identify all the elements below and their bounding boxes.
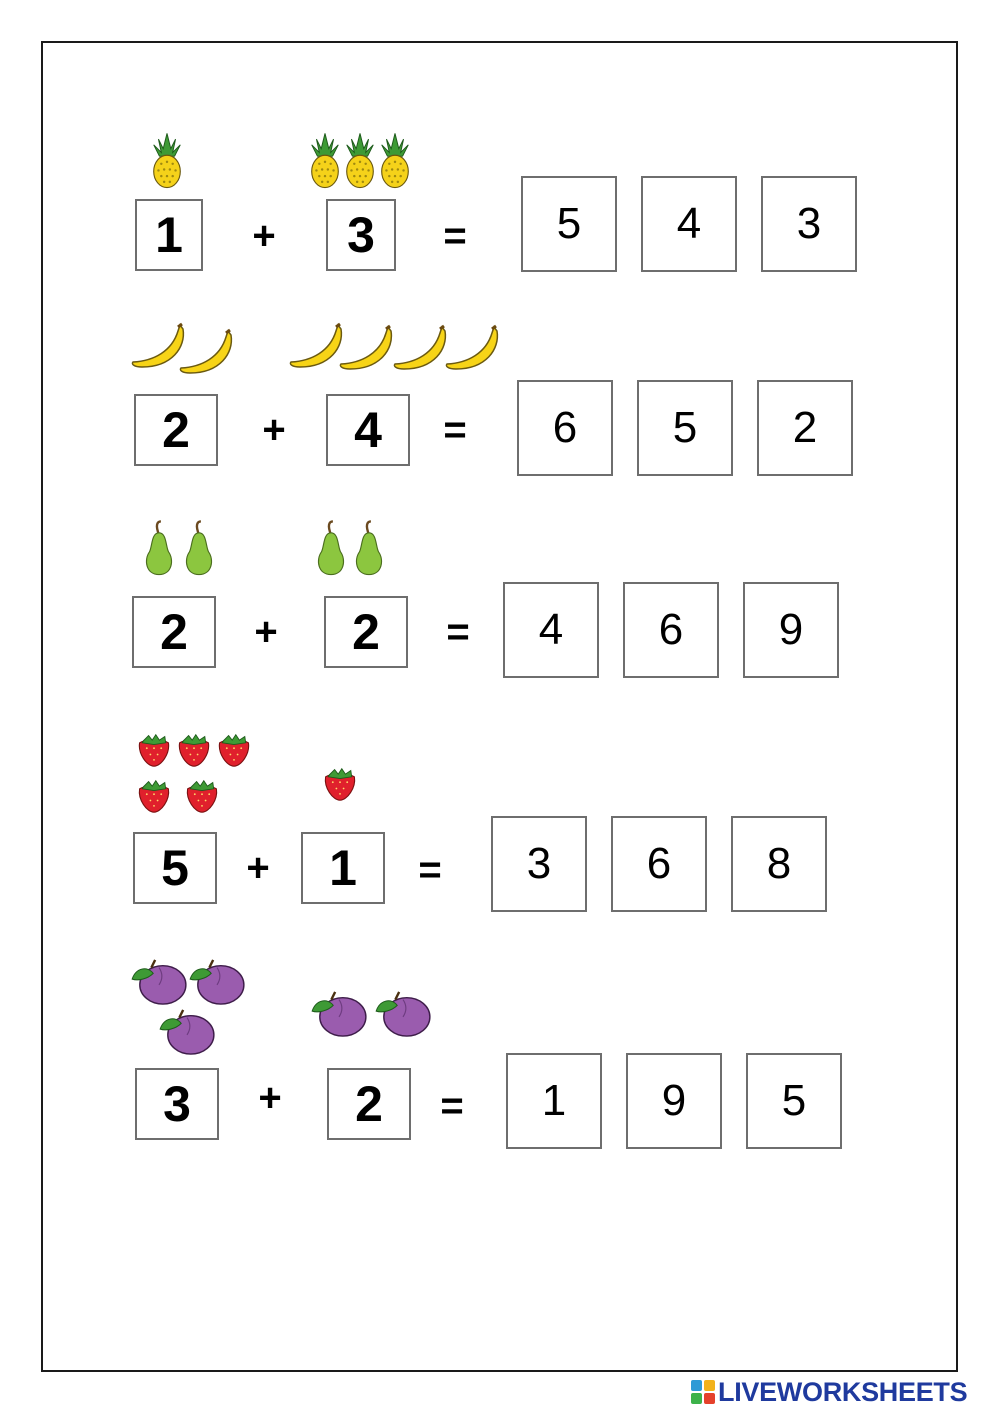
pear-icon [350,518,388,578]
addend-b-box: 2 [327,1068,411,1140]
answer-choice[interactable]: 9 [626,1053,722,1149]
strawberry-icon [176,730,212,770]
brand-name: LIVEWORKSHEETS [718,1376,968,1407]
answer-choice[interactable]: 2 [757,380,853,476]
addend-a-box: 2 [132,596,216,668]
answer-choice[interactable]: 5 [637,380,733,476]
addend-b-box: 4 [326,394,410,466]
pear-icon [140,518,178,578]
addend-b-box: 1 [301,832,385,904]
plus-sign: + [246,846,270,890]
plum-icon [130,958,188,1006]
plus-sign: + [254,610,278,654]
banana-icon [390,320,450,376]
strawberry-icon [184,776,220,816]
plus-sign: + [258,1076,282,1120]
liveworksheets-logo-icon [690,1379,716,1405]
answer-choice[interactable]: 6 [517,380,613,476]
answer-choice[interactable]: 3 [491,816,587,912]
banana-icon [336,320,396,376]
pear-icon [180,518,218,578]
equals-sign: = [446,610,470,654]
answer-choice[interactable]: 4 [503,582,599,678]
addend-a-box: 2 [134,394,218,466]
plum-icon [188,958,246,1006]
answer-choice[interactable]: 4 [641,176,737,272]
answer-choice[interactable]: 5 [746,1053,842,1149]
answer-choice[interactable]: 3 [761,176,857,272]
strawberry-icon [136,776,172,816]
answer-choice[interactable]: 5 [521,176,617,272]
addend-a-box: 5 [133,832,217,904]
plum-icon [374,990,432,1038]
equals-sign: = [443,408,467,452]
banana-icon [442,320,502,376]
pineapple-icon [376,130,414,190]
addend-b-box: 2 [324,596,408,668]
pear-icon [312,518,350,578]
equals-sign: = [418,848,442,892]
pineapple-icon [148,130,186,190]
addend-a-box: 1 [135,199,203,271]
plum-icon [158,1008,216,1056]
strawberry-icon [136,730,172,770]
strawberry-icon [216,730,252,770]
answer-choice[interactable]: 1 [506,1053,602,1149]
plus-sign: + [252,214,276,258]
answer-choice[interactable]: 8 [731,816,827,912]
strawberry-icon [322,764,358,804]
equals-sign: = [443,214,467,258]
plus-sign: + [262,408,286,452]
answer-choice[interactable]: 6 [623,582,719,678]
pineapple-icon [341,130,379,190]
answer-choice[interactable]: 9 [743,582,839,678]
addend-b-box: 3 [326,199,396,271]
banana-icon [176,326,236,378]
addend-a-box: 3 [135,1068,219,1140]
plum-icon [310,990,368,1038]
equals-sign: = [440,1084,464,1128]
answer-choice[interactable]: 6 [611,816,707,912]
liveworksheets-logo [690,1374,967,1410]
pineapple-icon [306,130,344,190]
